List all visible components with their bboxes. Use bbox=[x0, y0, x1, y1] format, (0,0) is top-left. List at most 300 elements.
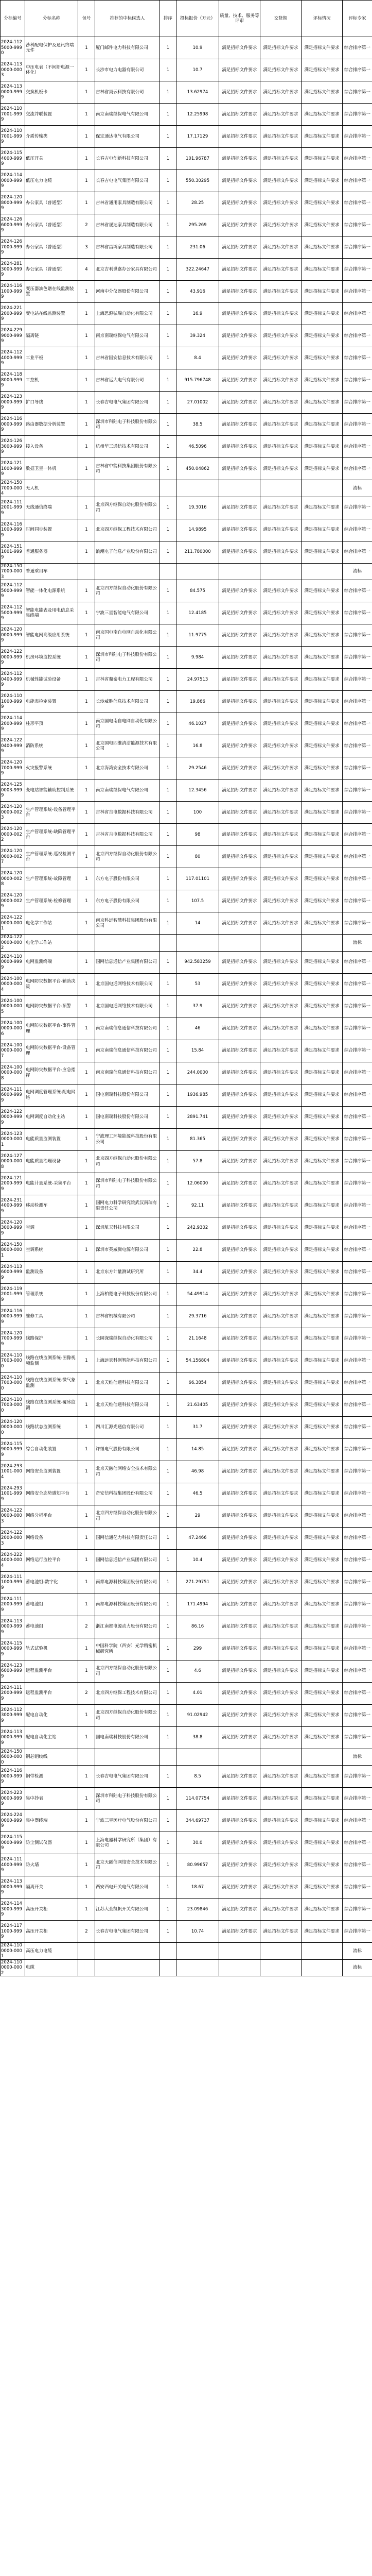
quality-review-cell: 满足招标文件要求 bbox=[219, 647, 260, 669]
recommended-candidate-cell: 吉林省中能科技集团股份有限公司 bbox=[95, 458, 160, 480]
table-row bbox=[1, 519, 372, 541]
ranking-cell: 1 bbox=[160, 1660, 176, 1682]
expert-opinion-cell: 综合排序第一 bbox=[343, 1350, 372, 1372]
bid-section-name-cell: 线路保护 bbox=[25, 1328, 78, 1350]
expert-opinion-cell: 综合排序第一 bbox=[343, 779, 372, 802]
expert-opinion-cell: 综合排序第一 bbox=[343, 669, 372, 691]
recommended-candidate-cell: 厦门邮件电力科技有限公司 bbox=[95, 37, 160, 59]
recommended-candidate-cell: 北京四方继保自动化股份有限公司 bbox=[95, 1150, 160, 1173]
evaluation-result-cell: 满足招标文件要求 bbox=[302, 1505, 343, 1527]
table-row bbox=[1, 824, 372, 846]
quality-review-cell: 满足招标文件要求 bbox=[219, 1810, 260, 1832]
expert-opinion-cell: 综合排序第一 bbox=[343, 890, 372, 912]
delivery-period-cell: 满足招标文件要求 bbox=[260, 1766, 302, 1788]
expert-opinion-cell: 综合排序第一 bbox=[343, 1461, 372, 1483]
recommended-candidate-cell: 北京吉利世嘉办公家具有限公司 bbox=[95, 259, 160, 281]
bid-price-cell: 915.796748 bbox=[176, 369, 219, 392]
bid-section-name-cell: 电网防灾数据平台-应急指挥 bbox=[25, 1062, 78, 1084]
ranking-cell: 1 bbox=[160, 1549, 176, 1571]
recommended-candidate-cell bbox=[95, 1943, 160, 1960]
evaluation-result-cell: 满足招标文件要求 bbox=[302, 824, 343, 846]
expert-opinion-cell: 综合排序第一 bbox=[343, 995, 372, 1018]
bid-section-code-cell: 2024-2931001-9999 bbox=[1, 1483, 25, 1505]
bid-section-code-cell: 2024-1507000-0004 bbox=[1, 480, 25, 497]
evaluation-result-cell: 满足招标文件要求 bbox=[302, 779, 343, 802]
table-row bbox=[1, 779, 372, 802]
quality-review-cell: 满足招标文件要求 bbox=[219, 1594, 260, 1616]
bid-section-code-cell: 2024-1000000-0006 bbox=[1, 1018, 25, 1040]
header-cell: 推荐的中标候选人 bbox=[95, 1, 160, 37]
expert-opinion-cell: 综合排序第一 bbox=[343, 81, 372, 104]
package-number-cell: 1 bbox=[78, 1726, 95, 1749]
table-row bbox=[1, 1704, 372, 1726]
delivery-period-cell: 满足招标文件要求 bbox=[260, 1638, 302, 1660]
evaluation-result-cell: 满足招标文件要求 bbox=[302, 802, 343, 824]
bid-section-name-cell: 无线通信终端 bbox=[25, 497, 78, 519]
table-row bbox=[1, 951, 372, 973]
bid-section-code-cell: 2024-1222000-0003 bbox=[1, 1527, 25, 1549]
recommended-candidate-cell bbox=[95, 1749, 160, 1766]
recommended-candidate-cell: 北京国电通网络技术有限公司 bbox=[95, 995, 160, 1018]
package-number-cell: 1 bbox=[78, 1062, 95, 1084]
quality-review-cell: 满足招标文件要求 bbox=[219, 281, 260, 303]
bid-section-name-cell: 普通乘用车 bbox=[25, 563, 78, 580]
bid-section-name-cell: 火灾报警系统 bbox=[25, 757, 78, 779]
quality-review-cell: 满足招标文件要求 bbox=[219, 691, 260, 713]
bid-price-cell: 171.4994 bbox=[176, 1594, 219, 1616]
package-number-cell: 1 bbox=[78, 757, 95, 779]
quality-review-cell: 满足招标文件要求 bbox=[219, 1416, 260, 1438]
evaluation-result-cell: 满足招标文件要求 bbox=[302, 669, 343, 691]
quality-review-cell: 满足招标文件要求 bbox=[219, 890, 260, 912]
delivery-period-cell: 满足招标文件要求 bbox=[260, 392, 302, 414]
expert-opinion-cell: 流标 bbox=[343, 480, 372, 497]
quality-review-cell bbox=[219, 1749, 260, 1766]
quality-review-cell: 满足招标文件要求 bbox=[219, 1084, 260, 1106]
quality-review-cell: 满足招标文件要求 bbox=[219, 779, 260, 802]
delivery-period-cell bbox=[260, 1943, 302, 1960]
expert-opinion-cell: 综合排序第一 bbox=[343, 1416, 372, 1438]
bid-section-code-cell: 2024-1161000-9999 bbox=[1, 281, 25, 303]
table-row bbox=[1, 602, 372, 624]
ranking-cell bbox=[160, 1749, 176, 1766]
delivery-period-cell: 满足招标文件要求 bbox=[260, 602, 302, 624]
bid-section-name-cell: 防尘测试仪器 bbox=[25, 1832, 78, 1854]
evaluation-result-cell: 满足招标文件要求 bbox=[302, 624, 343, 647]
delivery-period-cell: 满足招标文件要求 bbox=[260, 214, 302, 236]
bid-section-code-cell: 2024-1125000-9990 bbox=[1, 37, 25, 59]
package-number-cell: 1 bbox=[78, 1261, 95, 1283]
bid-price-cell: 46.98 bbox=[176, 1461, 219, 1483]
recommended-candidate-cell: 长春吉电电气集团有限公司 bbox=[95, 1921, 160, 1943]
recommended-candidate-cell bbox=[95, 480, 160, 497]
bid-section-code-cell: 2024-1220000-0002 bbox=[1, 935, 25, 952]
package-number-cell: 1 bbox=[78, 1527, 95, 1549]
bid-section-name-cell: 电缆 bbox=[25, 1959, 78, 1976]
bid-section-name-cell: 生产管理系统-缺陷管理平台 bbox=[25, 824, 78, 846]
package-number-cell bbox=[78, 1943, 95, 1960]
ranking-cell: 1 bbox=[160, 1594, 176, 1616]
bid-section-name-cell: 生产管理系统-巡视检测平台 bbox=[25, 846, 78, 868]
table-row bbox=[1, 192, 372, 214]
recommended-candidate-cell: 北京四方继保工程技术有限公司 bbox=[95, 519, 160, 541]
evaluation-result-cell: 满足招标文件要求 bbox=[302, 1660, 343, 1682]
ranking-cell: 1 bbox=[160, 1239, 176, 1261]
bid-section-name-cell: 交流并联装置 bbox=[25, 104, 78, 126]
recommended-candidate-cell: 长春吉电电气集团有限公司 bbox=[95, 170, 160, 192]
expert-opinion-cell: 综合排序第一 bbox=[343, 1527, 372, 1549]
package-number-cell: 1 bbox=[78, 1854, 95, 1876]
bid-section-name-cell: 线路在线监测系统-覆冰监测 bbox=[25, 1394, 78, 1416]
bid-price-cell: 27.01002 bbox=[176, 392, 219, 414]
table-row bbox=[1, 1372, 372, 1394]
delivery-period-cell: 满足招标文件要求 bbox=[260, 519, 302, 541]
bid-section-code-cell: 2024-1200000-0027 bbox=[1, 846, 25, 868]
bid-price-cell: 4.6 bbox=[176, 1660, 219, 1682]
bid-section-code-cell: 2024-1000000-0007 bbox=[1, 1040, 25, 1062]
bid-price-cell: 21.1648 bbox=[176, 1328, 219, 1350]
expert-opinion-cell: 综合排序第一 bbox=[343, 281, 372, 303]
quality-review-cell: 满足招标文件要求 bbox=[219, 1328, 260, 1350]
quality-review-cell bbox=[219, 1943, 260, 1960]
bid-section-name-cell: 办公家具（普通型） bbox=[25, 192, 78, 214]
bid-section-code-cell: 2024-1200000-0023 bbox=[1, 802, 25, 824]
recommended-candidate-cell: 长园深瑞继保自动化有限公司 bbox=[95, 1328, 160, 1350]
delivery-period-cell: 满足招标文件要求 bbox=[260, 325, 302, 347]
quality-review-cell: 满足招标文件要求 bbox=[219, 1128, 260, 1150]
bid-section-code-cell: 2024-1212000-9999 bbox=[1, 1173, 25, 1195]
recommended-candidate-cell: 南都电源科技集团股份有限公司 bbox=[95, 1571, 160, 1594]
bid-price-cell: 98 bbox=[176, 824, 219, 846]
evaluation-result-cell: 满足招标文件要求 bbox=[302, 1328, 343, 1350]
evaluation-result-cell: 满足招标文件要求 bbox=[302, 369, 343, 392]
bid-section-name-cell: 电能表检定装置 bbox=[25, 691, 78, 713]
package-number-cell: 1 bbox=[78, 846, 95, 868]
package-number-cell: 1 bbox=[78, 458, 95, 480]
expert-opinion-cell: 综合排序第一 bbox=[343, 1832, 372, 1854]
expert-opinion-cell: 综合排序第一 bbox=[343, 1571, 372, 1594]
quality-review-cell: 满足招标文件要求 bbox=[219, 541, 260, 563]
expert-opinion-cell: 综合排序第一 bbox=[343, 458, 372, 480]
evaluation-result-cell: 满足招标文件要求 bbox=[302, 1461, 343, 1483]
ranking-cell: 1 bbox=[160, 414, 176, 436]
recommended-candidate-cell: 吉林省远大电气有限公司 bbox=[95, 369, 160, 392]
package-number-cell: 1 bbox=[78, 868, 95, 890]
table-row bbox=[1, 1660, 372, 1682]
recommended-candidate-cell: 南京南瑞信息通信科技有限公司 bbox=[95, 1040, 160, 1062]
table-body bbox=[1, 37, 372, 1976]
expert-opinion-cell: 综合排序第一 bbox=[343, 951, 372, 973]
bid-section-name-cell: 钢带检测 bbox=[25, 1766, 78, 1788]
recommended-candidate-cell: 吉林省国安信息技术有限公司 bbox=[95, 347, 160, 369]
bid-section-code-cell: 2024-1000000-0008 bbox=[1, 1062, 25, 1084]
table-row bbox=[1, 1505, 372, 1527]
ranking-cell: 1 bbox=[160, 757, 176, 779]
delivery-period-cell: 满足招标文件要求 bbox=[260, 1372, 302, 1394]
evaluation-result-cell: 满足招标文件要求 bbox=[302, 1483, 343, 1505]
package-number-cell: 1 bbox=[78, 1660, 95, 1682]
package-number-cell: 1 bbox=[78, 148, 95, 170]
header-cell: 排序 bbox=[160, 1, 176, 37]
evaluation-result-cell: 满足招标文件要求 bbox=[302, 1239, 343, 1261]
ranking-cell: 1 bbox=[160, 973, 176, 995]
bid-price-cell: 43.916 bbox=[176, 281, 219, 303]
delivery-period-cell: 满足招标文件要求 bbox=[260, 1549, 302, 1571]
expert-opinion-cell: 综合排序第一 bbox=[343, 602, 372, 624]
expert-opinion-cell: 综合排序第一 bbox=[343, 1616, 372, 1638]
bid-section-name-cell: 工控机 bbox=[25, 369, 78, 392]
table-row bbox=[1, 1040, 372, 1062]
bid-section-code-cell: 2024-1107003-0000 bbox=[1, 1350, 25, 1372]
bid-price-cell: 81.365 bbox=[176, 1128, 219, 1150]
expert-opinion-cell: 综合排序第一 bbox=[343, 192, 372, 214]
bid-section-code-cell: 2024-1263000-9999 bbox=[1, 436, 25, 458]
bid-section-name-cell: 电能质量治理设备 bbox=[25, 1150, 78, 1173]
ranking-cell bbox=[160, 1943, 176, 1960]
expert-opinion-cell: 综合排序第一 bbox=[343, 1854, 372, 1876]
package-number-cell: 1 bbox=[78, 1549, 95, 1571]
bid-section-code-cell: 2024-1220400-9999 bbox=[1, 735, 25, 757]
table-row bbox=[1, 1062, 372, 1084]
evaluation-result-cell: 满足招标文件要求 bbox=[302, 995, 343, 1018]
table-row bbox=[1, 1416, 372, 1438]
expert-opinion-cell: 综合排序第一 bbox=[343, 37, 372, 59]
recommended-candidate-cell: 吉林省机械有限公司 bbox=[95, 1306, 160, 1328]
quality-review-cell: 满足招标文件要求 bbox=[219, 713, 260, 735]
table-row bbox=[1, 995, 372, 1018]
table-row bbox=[1, 1261, 372, 1283]
bid-section-name-cell: 消防系统 bbox=[25, 735, 78, 757]
bid-section-name-cell: 智能电网高级应用系统 bbox=[25, 624, 78, 647]
bid-price-cell: 9.984 bbox=[176, 647, 219, 669]
table-row bbox=[1, 81, 372, 104]
delivery-period-cell: 满足招标文件要求 bbox=[260, 1084, 302, 1106]
package-number-cell: 1 bbox=[78, 713, 95, 735]
evaluation-result-cell: 满足招标文件要求 bbox=[302, 1283, 343, 1306]
quality-review-cell: 满足招标文件要求 bbox=[219, 104, 260, 126]
bid-section-name-cell: 蓄电池组 bbox=[25, 1594, 78, 1616]
package-number-cell: 1 bbox=[78, 580, 95, 602]
evaluation-result-cell: 满足招标文件要求 bbox=[302, 1616, 343, 1638]
package-number-cell: 2 bbox=[78, 214, 95, 236]
recommended-candidate-cell: 国网信通亿力科技有限责任公司 bbox=[95, 1527, 160, 1549]
delivery-period-cell: 满足招标文件要求 bbox=[260, 59, 302, 81]
bid-section-code-cell: 2024-1200000-0029 bbox=[1, 890, 25, 912]
bid-price-cell: 1936.985 bbox=[176, 1084, 219, 1106]
package-number-cell bbox=[78, 1959, 95, 1976]
bid-price-cell: 80.99657 bbox=[176, 1854, 219, 1876]
quality-review-cell: 满足招标文件要求 bbox=[219, 1217, 260, 1239]
quality-review-cell: 满足招标文件要求 bbox=[219, 1461, 260, 1483]
expert-opinion-cell: 综合排序第一 bbox=[343, 1682, 372, 1704]
ranking-cell: 1 bbox=[160, 1261, 176, 1283]
recommended-candidate-cell: 南京国电南自电网自动化有限公司 bbox=[95, 624, 160, 647]
expert-opinion-cell: 综合排序第一 bbox=[343, 802, 372, 824]
expert-opinion-cell: 综合排序第一 bbox=[343, 59, 372, 81]
evaluation-result-cell: 满足招标文件要求 bbox=[302, 1084, 343, 1106]
delivery-period-cell: 满足招标文件要求 bbox=[260, 1483, 302, 1505]
bid-section-code-cell: 2024-1107003-0000 bbox=[1, 1372, 25, 1394]
table-row bbox=[1, 347, 372, 369]
header-cell: 分标名称 bbox=[25, 1, 78, 37]
expert-opinion-cell: 综合排序第一 bbox=[343, 1483, 372, 1505]
ranking-cell: 1 bbox=[160, 236, 176, 259]
bid-section-code-cell: 2024-1267000-9999 bbox=[1, 236, 25, 259]
package-number-cell: 1 bbox=[78, 436, 95, 458]
recommended-candidate-cell: 南京南瑞继保电气有限公司 bbox=[95, 325, 160, 347]
package-number-cell: 1 bbox=[78, 392, 95, 414]
bid-price-cell: 80 bbox=[176, 846, 219, 868]
bid-price-cell: 14 bbox=[176, 912, 219, 935]
ranking-cell: 1 bbox=[160, 669, 176, 691]
bid-section-name-cell: 时间同步装置 bbox=[25, 519, 78, 541]
expert-opinion-cell: 综合排序第一 bbox=[343, 1766, 372, 1788]
package-number-cell: 1 bbox=[78, 624, 95, 647]
evaluation-result-cell: 满足招标文件要求 bbox=[302, 170, 343, 192]
table-row bbox=[1, 1594, 372, 1616]
delivery-period-cell: 满足招标文件要求 bbox=[260, 1040, 302, 1062]
quality-review-cell: 满足招标文件要求 bbox=[219, 973, 260, 995]
expert-opinion-cell: 综合排序第一 bbox=[343, 1810, 372, 1832]
ranking-cell: 1 bbox=[160, 541, 176, 563]
bid-price-cell: 12.06000 bbox=[176, 1173, 219, 1195]
recommended-candidate-cell: 深圳航天科技有限公司 bbox=[95, 1217, 160, 1239]
package-number-cell: 1 bbox=[78, 192, 95, 214]
recommended-candidate-cell: 河南中分仪器股份有限公司 bbox=[95, 281, 160, 303]
delivery-period-cell: 满足招标文件要求 bbox=[260, 1788, 302, 1810]
table-row bbox=[1, 1084, 372, 1106]
expert-opinion-cell: 综合排序第一 bbox=[343, 1084, 372, 1106]
ranking-cell: 1 bbox=[160, 104, 176, 126]
recommended-candidate-cell: 深圳市科陆电子科技股份有限公司 bbox=[95, 1788, 160, 1810]
quality-review-cell: 满足招标文件要求 bbox=[219, 1682, 260, 1704]
table-row bbox=[1, 890, 372, 912]
ranking-cell: 1 bbox=[160, 824, 176, 846]
bid-section-name-cell: 空调 bbox=[25, 1217, 78, 1239]
bid-price-cell: 100 bbox=[176, 802, 219, 824]
ranking-cell: 1 bbox=[160, 647, 176, 669]
expert-opinion-cell: 流标 bbox=[343, 1959, 372, 1976]
evaluation-result-cell: 满足招标文件要求 bbox=[302, 347, 343, 369]
ranking-cell: 1 bbox=[160, 995, 176, 1018]
table-row bbox=[1, 1106, 372, 1128]
expert-opinion-cell: 综合排序第一 bbox=[343, 236, 372, 259]
ranking-cell: 1 bbox=[160, 1416, 176, 1438]
bid-section-name-cell: 普通服务器 bbox=[25, 541, 78, 563]
recommended-candidate-cell: 吉林省昊云科技有限公司 bbox=[95, 81, 160, 104]
bid-section-code-cell: 2024-1130000-9999 bbox=[1, 81, 25, 104]
evaluation-result-cell: 满足招标文件要求 bbox=[302, 1682, 343, 1704]
table-row bbox=[1, 1854, 372, 1876]
recommended-candidate-cell: 国电南瑞科技股份有限公司 bbox=[95, 1106, 160, 1128]
ranking-cell bbox=[160, 480, 176, 497]
expert-opinion-cell: 综合排序第一 bbox=[343, 1062, 372, 1084]
table-row bbox=[1, 1766, 372, 1788]
table-row bbox=[1, 1810, 372, 1832]
bid-section-code-cell: 2024-2212000-9999 bbox=[1, 303, 25, 325]
ranking-cell bbox=[160, 563, 176, 580]
package-number-cell: 1 bbox=[78, 1018, 95, 1040]
bid-section-code-cell: 2024-1142000-9999 bbox=[1, 713, 25, 735]
table-row bbox=[1, 802, 372, 824]
package-number-cell: 1 bbox=[78, 1372, 95, 1394]
ranking-cell: 1 bbox=[160, 1876, 176, 1899]
delivery-period-cell: 满足招标文件要求 bbox=[260, 1195, 302, 1217]
bid-price-cell: 21.63405 bbox=[176, 1394, 219, 1416]
bid-price-cell: 31.7 bbox=[176, 1416, 219, 1438]
quality-review-cell: 满足招标文件要求 bbox=[219, 519, 260, 541]
quality-review-cell: 满足招标文件要求 bbox=[219, 951, 260, 973]
delivery-period-cell: 满足招标文件要求 bbox=[260, 1832, 302, 1854]
expert-opinion-cell: 综合排序第一 bbox=[343, 392, 372, 414]
bid-section-name-cell: 变电站智能辅助控制系统 bbox=[25, 779, 78, 802]
table-row bbox=[1, 369, 372, 392]
recommended-candidate-cell: 许继电气股份有限公司 bbox=[95, 1438, 160, 1461]
ranking-cell: 1 bbox=[160, 602, 176, 624]
recommended-candidate-cell: 深圳市科陆电子科技股份有限公司 bbox=[95, 647, 160, 669]
expert-opinion-cell: 综合排序第一 bbox=[343, 1239, 372, 1261]
bid-price-cell: 12.3456 bbox=[176, 779, 219, 802]
bid-section-code-cell: 2024-1220000-0001 bbox=[1, 912, 25, 935]
bid-section-name-cell: 生产管理系统-设备管理平台 bbox=[25, 802, 78, 824]
bid-price-cell: 344.69737 bbox=[176, 1810, 219, 1832]
bid-section-name-cell: 低压电力电缆 bbox=[25, 170, 78, 192]
expert-opinion-cell: 综合排序第一 bbox=[343, 1128, 372, 1150]
table-row bbox=[1, 541, 372, 563]
expert-opinion-cell: 综合排序第一 bbox=[343, 1549, 372, 1571]
delivery-period-cell: 满足招标文件要求 bbox=[260, 458, 302, 480]
bid-price-cell: 12.4185 bbox=[176, 602, 219, 624]
expert-opinion-cell: 综合排序第一 bbox=[343, 735, 372, 757]
delivery-period-cell: 满足招标文件要求 bbox=[260, 37, 302, 59]
bid-section-code-cell: 2024-1200000-9999 bbox=[1, 624, 25, 647]
quality-review-cell: 满足招标文件要求 bbox=[219, 1726, 260, 1749]
evaluation-result-cell: 满足招标文件要求 bbox=[302, 37, 343, 59]
bid-section-name-cell: 远程监测平台 bbox=[25, 1660, 78, 1682]
table-row bbox=[1, 1195, 372, 1217]
bid-section-code-cell: 2024-1507000-0003 bbox=[1, 563, 25, 580]
recommended-candidate-cell: 长沙威胜信息技术有限公司 bbox=[95, 691, 160, 713]
quality-review-cell: 满足招标文件要求 bbox=[219, 1483, 260, 1505]
table-row bbox=[1, 1943, 372, 1960]
bid-price-cell: 14.9895 bbox=[176, 519, 219, 541]
ranking-cell: 1 bbox=[160, 392, 176, 414]
bid-section-name-cell: 交换机板卡 bbox=[25, 81, 78, 104]
package-number-cell: 4 bbox=[78, 259, 95, 281]
package-number-cell: 1 bbox=[78, 104, 95, 126]
ranking-cell: 1 bbox=[160, 868, 176, 890]
recommended-candidate-cell bbox=[95, 1959, 160, 1976]
bid-section-code-cell: 2024-1171000-9999 bbox=[1, 1921, 25, 1943]
quality-review-cell: 满足招标文件要求 bbox=[219, 1372, 260, 1394]
bid-section-name-cell: 办公家具（普通型） bbox=[25, 214, 78, 236]
delivery-period-cell: 满足招标文件要求 bbox=[260, 691, 302, 713]
quality-review-cell: 满足招标文件要求 bbox=[219, 669, 260, 691]
evaluation-result-cell: 满足招标文件要求 bbox=[302, 1832, 343, 1854]
bid-section-code-cell: 2024-2314000-9999 bbox=[1, 1195, 25, 1217]
table-row bbox=[1, 935, 372, 952]
bid-section-code-cell: 2024-1220000-9999 bbox=[1, 1106, 25, 1128]
ranking-cell: 1 bbox=[160, 779, 176, 802]
evaluation-result-cell: 满足招标文件要求 bbox=[302, 214, 343, 236]
evaluation-result-cell: 满足招标文件要求 bbox=[302, 1876, 343, 1899]
bid-section-code-cell: 2024-1130000-9999 bbox=[1, 1876, 25, 1899]
expert-opinion-cell: 综合排序第一 bbox=[343, 214, 372, 236]
expert-opinion-cell: 综合排序第一 bbox=[343, 973, 372, 995]
bid-section-code-cell: 2024-1511001-9999 bbox=[1, 541, 25, 563]
ranking-cell: 1 bbox=[160, 436, 176, 458]
package-number-cell: 1 bbox=[78, 802, 95, 824]
